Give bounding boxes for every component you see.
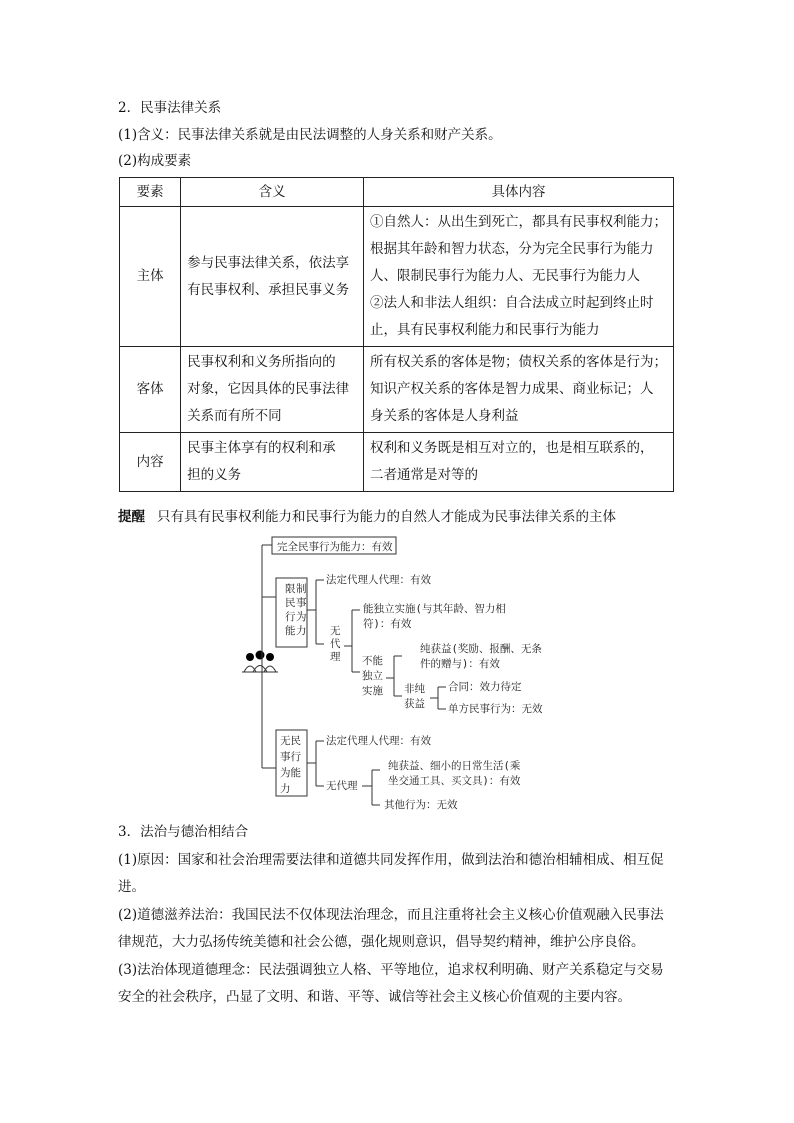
no-agent-label: 理: [330, 651, 341, 663]
moral-law-paragraph-line: (2)道德滋养法治：我国民法不仅体现法治理念，而且注重将社会主义核心价值观融入民事法: [118, 907, 664, 923]
not-independent-label: 不能: [362, 655, 383, 667]
full-capacity-label: 完全民事行为能力：有效: [277, 541, 393, 553]
tip-label: 提醒: [118, 509, 145, 525]
not-independent-label: 实施: [362, 685, 383, 697]
limited-box-line: 能: [285, 625, 296, 637]
none-box-line: 事行: [280, 751, 301, 763]
limited-box-line: 制: [296, 583, 307, 595]
none-no-agent-label: 无代理: [326, 780, 358, 792]
other-acts-label: 其他行为：无效: [384, 799, 458, 811]
row-content-meaning: 民事主体享有的权利和承 担的义务: [181, 433, 364, 492]
pure-benefit-label: 纯获益(奖励、报酬、无条: [420, 643, 542, 655]
none-box-line: 力: [280, 783, 291, 795]
unilateral-label: 单方民事行为：无效: [448, 703, 543, 715]
header-content: 具体内容: [364, 178, 674, 207]
row-subject-content: ①自然人：从出生到死亡，都具有民事权利能力； 根据其年龄和智力状态，分为完全民事行为能力 人、限制民事行为能力人、无民事行为能力人 ②法人和非法人组织：自合法成立时起到终止时 止，具有民事权利能力和民事行为能力: [364, 207, 674, 347]
row-content-element: 内容: [120, 433, 181, 492]
meaning-paragraph: (1)含义：民事法律关系就是由民法调整的人身关系和财产关系。: [118, 127, 502, 143]
header-element: 要素: [120, 178, 181, 207]
non-pure-label: 获益: [404, 698, 425, 710]
not-independent-label: 独立: [362, 670, 383, 682]
pure-benefit-label: 件的赠与)：有效: [420, 658, 500, 670]
row-object-meaning: 民事权利和义务所指向的 对象，它因具体的民事法律 关系而有所不同: [181, 347, 364, 433]
row-content-content: 权利和义务既是相互对立的，也是相互联系的， 二者通常是对等的: [364, 433, 674, 492]
header-meaning: 含义: [181, 178, 364, 207]
non-pure-label: 非纯: [404, 683, 425, 695]
daily-life-label: 纯获益、细小的日常生活(乘: [388, 760, 521, 772]
none-box-line: 无民: [280, 735, 301, 747]
people-icon: [242, 651, 278, 673]
law-moral-paragraph-line: 安全的社会秩序，凸显了文明、和谐、平等、诚信等社会主义核心价值观的主要内容。: [118, 989, 631, 1005]
none-box-line: 为能: [280, 767, 301, 779]
limited-agent-label: 法定代理人代理：有效: [326, 574, 431, 586]
limited-box-line: 民: [285, 597, 296, 609]
contract-label: 合同：效力待定: [448, 681, 522, 693]
no-agent-label: 无: [330, 625, 341, 637]
limited-box-line: 为: [296, 611, 307, 623]
limited-box-line: 力: [296, 625, 307, 637]
row-object-element: 客体: [120, 347, 181, 433]
tip-text: 只有具有民事权利能力和民事行为能力的自然人才能成为民事法律关系的主体: [157, 509, 616, 525]
limited-box-line: 事: [296, 597, 307, 609]
none-agent-label: 法定代理人代理：有效: [326, 735, 431, 747]
elements-title: (2)构成要素: [118, 153, 192, 169]
row-subject-meaning: 参与民事法律关系，依法享 有民事权利、承担民事义务: [181, 207, 364, 347]
limited-box-line: 行: [285, 611, 296, 623]
section-3-heading: 3．法治与德治相结合: [118, 824, 249, 840]
row-subject-element: 主体: [120, 207, 181, 347]
section-2-heading: 2．民事法律关系: [118, 100, 222, 116]
law-moral-paragraph-line: (3)法治体现道德理念：民法强调独立人格、平等地位，追求权利明确、财产关系稳定与交易: [118, 962, 664, 978]
limited-box-line: 限: [285, 583, 296, 595]
independent-label: 符)：有效: [363, 618, 412, 630]
reason-paragraph-line: (1)原因：国家和社会治理需要法律和道德共同发挥作用，做到法治和德治相辅相成、相互促: [118, 852, 664, 868]
reason-paragraph-line: 进。: [118, 879, 145, 895]
moral-law-paragraph-line: 律规范，大力弘扬传统美德和社会公德，强化规则意识，倡导契约精神，维护公序良俗。: [118, 934, 645, 950]
no-agent-label: 代: [330, 638, 341, 650]
row-object-content: 所有权关系的客体是物；债权关系的客体是行为； 知识产权关系的客体是智力成果、商业标记；人 身关系的客体是人身利益: [364, 347, 674, 433]
daily-life-label: 坐交通工具、买文具)：有效: [388, 775, 521, 787]
independent-label: 能独立实施(与其年龄、智力相: [363, 603, 506, 615]
